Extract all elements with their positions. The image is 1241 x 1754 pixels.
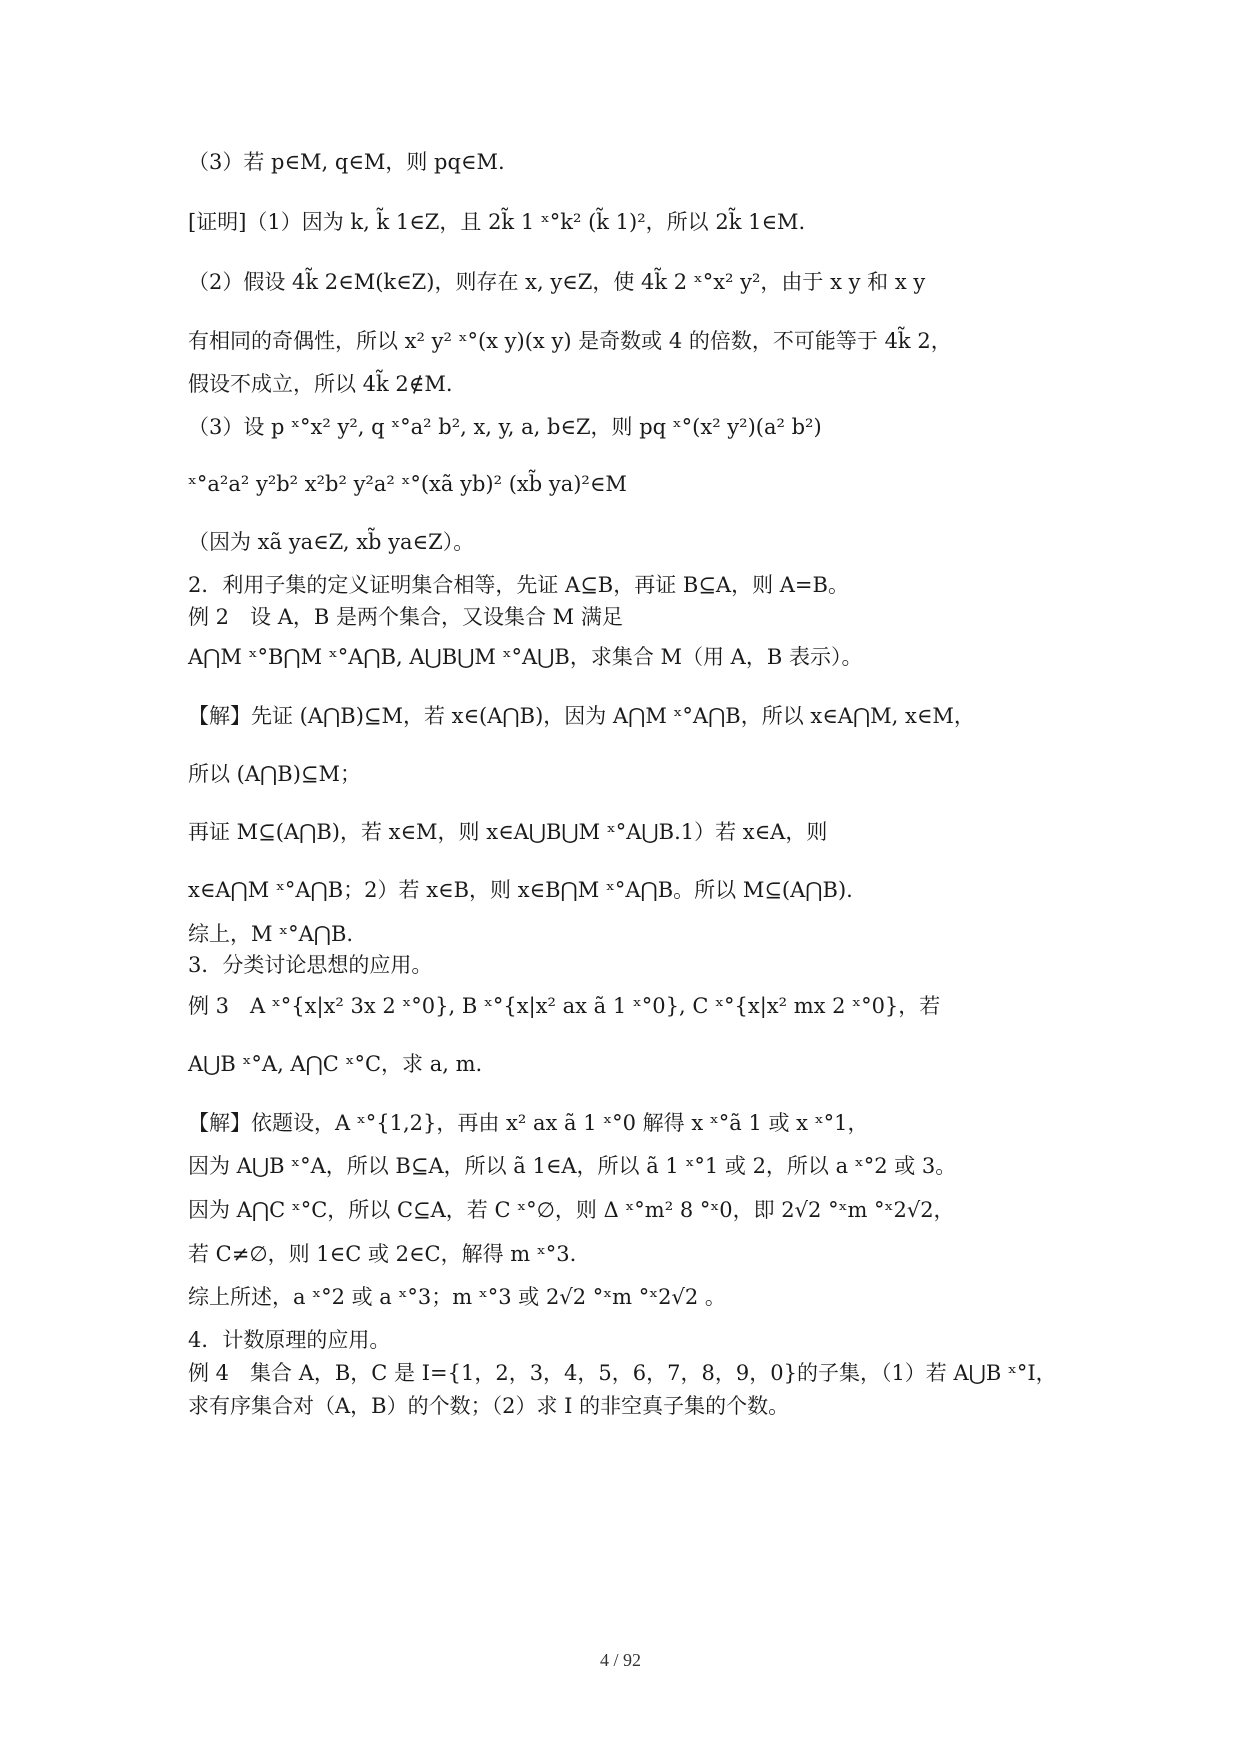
- text-line: 再证 M⊆(A⋂B)，若 x∈M，则 x∈A⋃B⋃M ˣ°A⋃B.1）若 x∈A，则: [188, 820, 828, 844]
- text-line: 综上，M ˣ°A⋂B.: [188, 922, 354, 946]
- page-number: 4 / 92: [599, 1650, 641, 1670]
- text-line: 例 3 A ˣ°{x|x² 3x 2 ˣ°0}, B ˣ°{x|x² ax ã 1 ˣ°0}, C ˣ°{x|x² mx 2 ˣ°0}，若: [188, 994, 941, 1018]
- text-line: 例 4 集合 A，B，C 是 I={1，2，3，4，5，6，7，8，9，0}的子集，（1）若 A⋃B ˣ°I，: [188, 1361, 1057, 1385]
- text-line: A⋃B ˣ°A, A⋂C ˣ°C，求 a, m.: [188, 1052, 483, 1076]
- text-line: 【解】先证 (A⋂B)⊆M，若 x∈(A⋂B)，因为 A⋂M ˣ°A⋂B，所以 x∈A⋂M, x∈M，: [188, 704, 975, 728]
- text-line: 3．分类讨论思想的应用。: [188, 953, 433, 977]
- text-line: 所以 (A⋂B)⊆M；: [188, 762, 361, 786]
- text-line: 4．计数原理的应用。: [188, 1328, 391, 1352]
- text-line: 若 C≠∅，则 1∈C 或 2∈C，解得 m ˣ°3.: [188, 1242, 577, 1266]
- text-line: 因为 A⋃B ˣ°A，所以 B⊆A，所以 ã 1∈A，所以 ã 1 ˣ°1 或 2，所以 a ˣ°2 或 3。: [188, 1154, 957, 1178]
- text-line: ˣ°a²a² y²b² x²b² y²a² ˣ°(xã yb)² (xb̃ ya)²∈M: [188, 472, 627, 496]
- text-line: （3）若 p∈M, q∈M，则 pq∈M.: [188, 150, 505, 174]
- text-line: 2．利用子集的定义证明集合相等，先证 A⊆B，再证 B⊆A，则 A=B。: [188, 573, 849, 597]
- text-line: 综上所述，a ˣ°2 或 a ˣ°3；m ˣ°3 或 2√2 °ˣm °ˣ2√2 。: [188, 1285, 726, 1309]
- text-line: （3）设 p ˣ°x² y², q ˣ°a² b², x, y, a, b∈Z，则 pq ˣ°(x² y²)(a² b²): [188, 415, 822, 439]
- text-line: A⋂M ˣ°B⋂M ˣ°A⋂B, A⋃B⋃M ˣ°A⋃B，求集合 M（用 A，B 表示）。: [188, 645, 863, 669]
- text-line: 求有序集合对（A，B）的个数；（2）求 I 的非空真子集的个数。: [188, 1394, 790, 1418]
- text-line: 因为 A⋂C ˣ°C，所以 C⊆A，若 C ˣ°∅，则 Δ ˣ°m² 8 °ˣ0，即 2√2 °ˣm °ˣ2√2，: [188, 1198, 955, 1222]
- text-line: （因为 xã ya∈Z, xb̃ ya∈Z）。: [188, 530, 475, 554]
- text-line: 有相同的奇偶性，所以 x² y² ˣ°(x y)(x y) 是奇数或 4 的倍数，不可能等于 4k̃ 2，: [188, 329, 952, 353]
- text-line: [证明]（1）因为 k, k̃ 1∈Z，且 2k̃ 1 ˣ°k² (k̃ 1)²，所以 2k̃ 1∈M.: [188, 210, 806, 234]
- text-line: 例 2 设 A，B 是两个集合，又设集合 M 满足: [188, 605, 623, 629]
- text-line: （2）假设 4k̃ 2∈M(k∈Z)，则存在 x, y∈Z，使 4k̃ 2 ˣ°x² y²，由于 x y 和 x y: [188, 270, 926, 294]
- text-line: 假设不成立，所以 4k̃ 2∉M.: [188, 372, 453, 396]
- text-line: 【解】依题设，A ˣ°{1,2}，再由 x² ax ã 1 ˣ°0 解得 x ˣ°ã 1 或 x ˣ°1，: [188, 1111, 869, 1135]
- text-line: x∈A⋂M ˣ°A⋂B；2）若 x∈B，则 x∈B⋂M ˣ°A⋂B。所以 M⊆(A⋂B).: [188, 878, 853, 902]
